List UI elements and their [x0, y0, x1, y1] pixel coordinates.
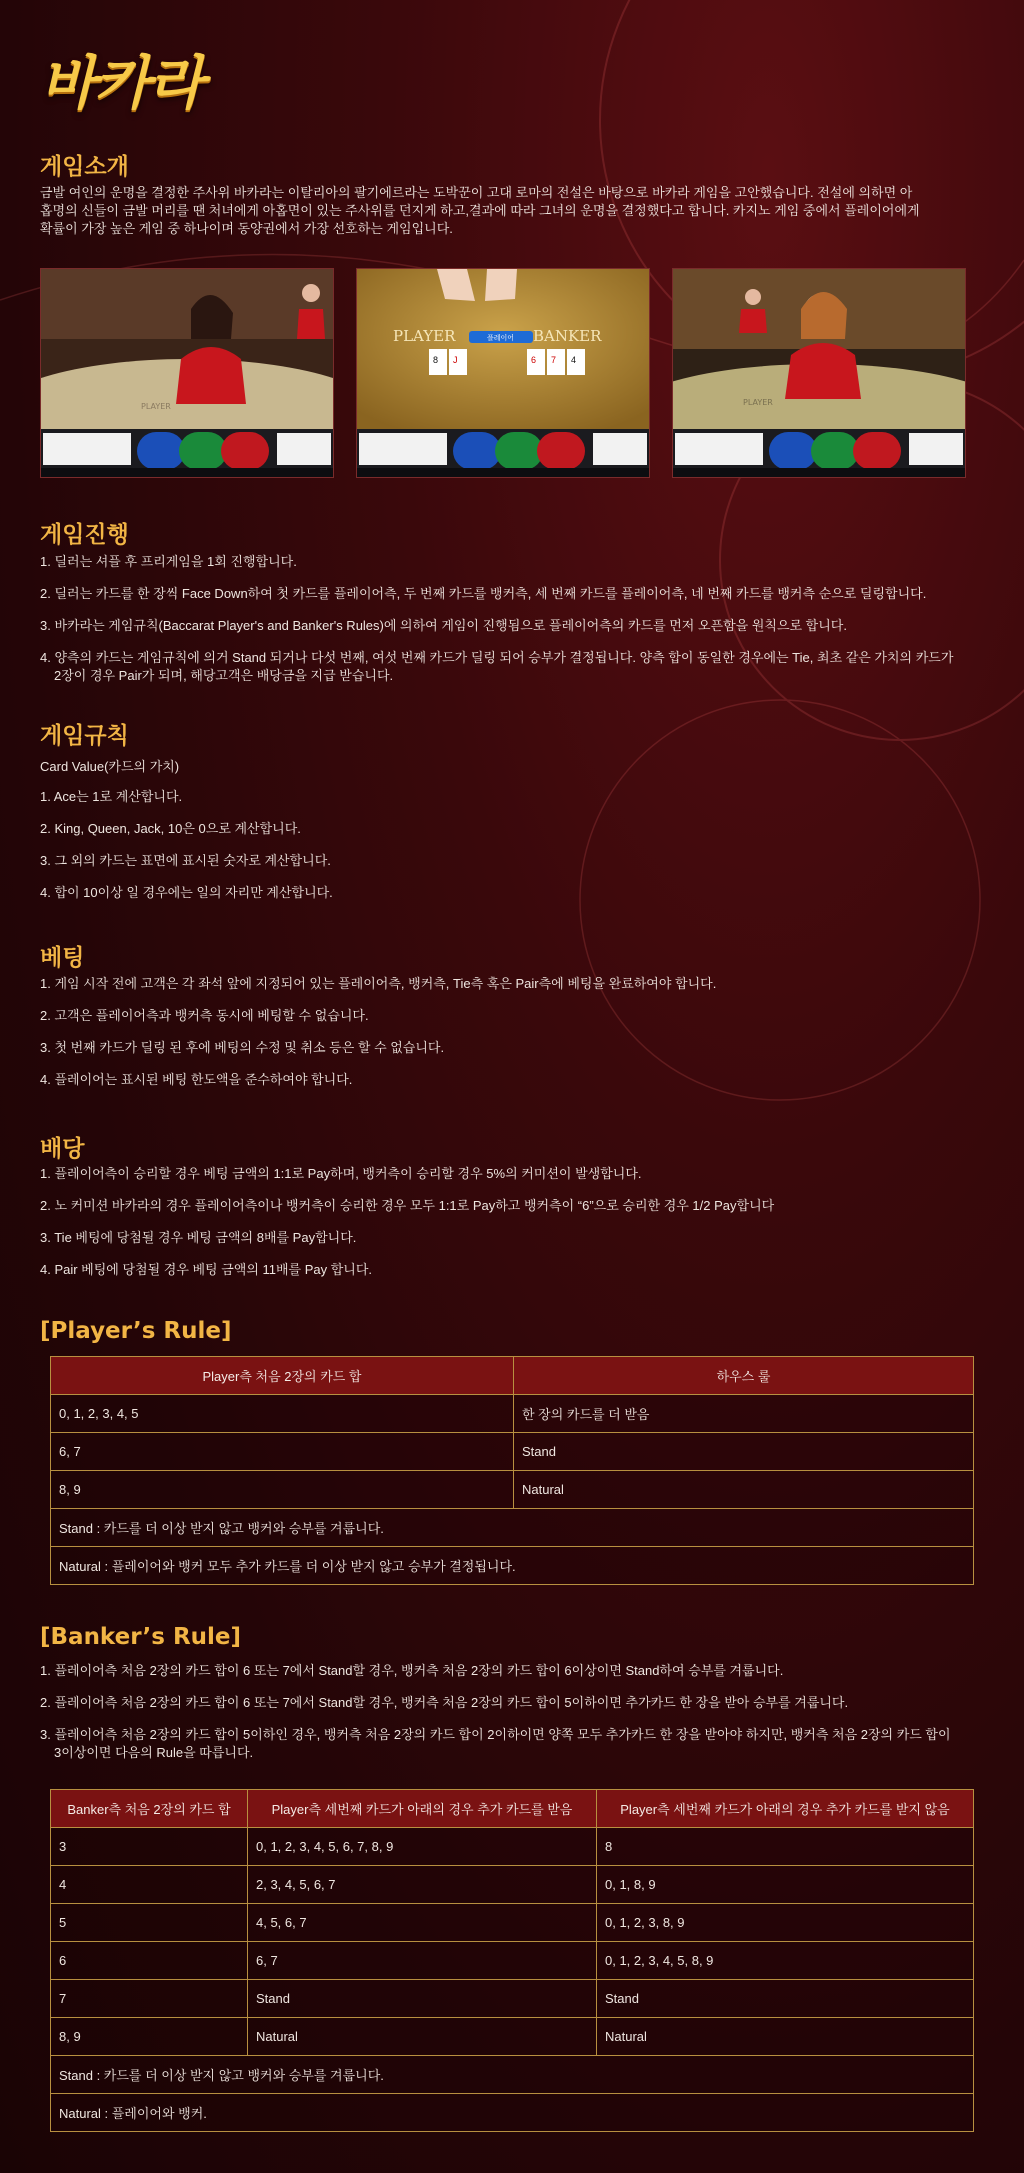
intro-text: 금발 여인의 운명을 결정한 주사위 바카라는 이탈리아의 팔기에르라는 도박꾼이 고대 로마의 전설은 바탕으로 바카라 게임을 고안했습니다. 전설에 의하면 아홉명의 신들이 금발 머리를 땐 처녀에게 아홉면이 있는 주사위를 던지게 하고,결과에 따라 그녀의 운명을 결정했다고 합니다. 카지노 게임 중에서 플레이어에게 확률이 가장 높은 게임 중 하나이며 동양권에서 가장 선호하는 게임입니다. [40, 185, 920, 236]
header-cell: Player측 처음 2장의 카드 합 [51, 1357, 514, 1395]
list-item: 4. 양측의 카드는 게임규칙에 의거 Stand 되거나 다섯 번째, 여섯 번째 카드가 딜링 되어 승부가 결정됩니다. 양측 합이 동일한 경우에는 Tie, 최초 같은 가치의 카드가 [40, 650, 954, 665]
svg-text:8: 8 [433, 355, 439, 365]
section-title-player-rule: [Player’s Rule] [40, 1318, 232, 1344]
banker-label: BANKER [533, 327, 602, 345]
list-item: 1. 딜러는 셔플 후 프리게임을 1회 진행합니다. [40, 554, 297, 569]
header-cell: Player측 세번째 카드가 아래의 경우 추가 카드를 받음 [248, 1790, 597, 1828]
table-note-row [51, 1509, 974, 1547]
table-note: Natural : 플레이어와 뱅커. [51, 2094, 974, 2132]
card-value-subtitle: Card Value(카드의 가치) [40, 759, 180, 774]
list-item: 3. Tie 베팅에 당첨될 경우 베팅 금액의 8배를 Pay합니다. [40, 1230, 357, 1245]
list-item: 3. 첫 번째 카드가 딜링 된 후에 베팅의 수정 및 취소 등은 할 수 없습니다. [40, 1040, 445, 1055]
section-title-betting: 베팅 [40, 945, 85, 971]
table-row [51, 2018, 974, 2056]
screenshot-cards [356, 268, 650, 478]
table-cell: 8, 9 [51, 2018, 248, 2056]
table-row [51, 1471, 974, 1509]
list-item: 2. 노 커미션 바카라의 경우 플레이어측이나 뱅커측이 승리한 경우 모두 1:1로 Pay하고 뱅커측이 “6”으로 승리한 경우 1/2 Pay합니다 [40, 1198, 775, 1213]
table-cell: 한 장의 카드를 더 받음 [514, 1395, 974, 1433]
list-item: 1. Ace는 1로 계산합니다. [40, 789, 183, 804]
table-note-row [51, 1547, 974, 1585]
list-item: 2. King, Queen, Jack, 10은 0으로 계산합니다. [40, 821, 301, 836]
table-cell: 8, 9 [51, 1471, 514, 1509]
table-row [51, 1866, 974, 1904]
table-note: Stand : 카드를 더 이상 받지 않고 뱅커와 승부를 겨룹니다. [51, 1509, 974, 1547]
list-item: 2. 플레이어측 처음 2장의 카드 합이 6 또는 7에서 Stand할 경우, 뱅커측 처음 2장의 카드 합이 5이하이면 추가카드 한 장을 받아 승부를 겨룹니다. [40, 1695, 849, 1710]
list-item: 4. 플레이어는 표시된 베팅 한도액을 준수하여야 합니다. [40, 1072, 353, 1087]
section-title-intro: 게임소개 [40, 154, 129, 180]
table-note: Natural : 플레이어와 뱅커 모두 추가 카드를 더 이상 받지 않고 승부가 결정됩니다. [51, 1547, 974, 1585]
table-cell: Stand [514, 1433, 974, 1471]
table-cell: 0, 1, 2, 3, 4, 5, 6, 7, 8, 9 [248, 1828, 597, 1866]
list-item: 4. 합이 10이상 일 경우에는 일의 자리만 계산합니다. [40, 885, 333, 900]
section-title-banker-rule: [Banker’s Rule] [40, 1624, 242, 1650]
table-cell: 4, 5, 6, 7 [248, 1904, 597, 1942]
banker-rule-list [40, 1662, 951, 1762]
player-label: PLAYER [393, 327, 456, 345]
list-item: 1. 플레이어측 처음 2장의 카드 합이 6 또는 7에서 Stand할 경우, 뱅커측 처음 2장의 카드 합이 6이상이면 Stand하여 승부를 겨룹니다. [40, 1663, 784, 1678]
svg-text:4: 4 [571, 355, 577, 365]
list-item: 3. 바카라는 게임규칙(Baccarat Player's and Banker's Rules)에 의하여 게임이 진행됨으로 플레이어측의 카드를 먼저 오픈함을 원칙으로 합니다. [40, 618, 847, 633]
header-cell: Player측 세번째 카드가 아래의 경우 추가 카드를 받지 않음 [597, 1790, 974, 1828]
header-cell: Banker측 처음 2장의 카드 합 [51, 1790, 248, 1828]
table-note-row [51, 2056, 974, 2094]
table-row [51, 1433, 974, 1471]
table-cell: 0, 1, 8, 9 [597, 1866, 974, 1904]
screenshot-dealer-1 [40, 268, 334, 478]
screenshot-dealer-2 [672, 268, 966, 478]
section-title-progress: 게임진행 [40, 522, 129, 548]
svg-text:7: 7 [551, 355, 557, 365]
table-cell: 8 [597, 1828, 974, 1866]
svg-text:PLAYER: PLAYER [743, 398, 773, 407]
table-cell: 6, 7 [51, 1433, 514, 1471]
table-cell: Stand [597, 1980, 974, 2018]
list-item: 1. 게임 시작 전에 고객은 각 좌석 앞에 지정되어 있는 플레이어측, 뱅커측, Tie측 혹은 Pair측에 베팅을 완료하여야 합니다. [40, 976, 717, 991]
table-cell: 7 [51, 1980, 248, 2018]
list-item: 3. 플레이어측 처음 2장의 카드 합이 5이하인 경우, 뱅커측 처음 2장의 카드 합이 2이하이면 양쪽 모두 추가카드 한 장을 받아야 하지만, 뱅커측 처음 2장의 카드 합이 [40, 1727, 951, 1742]
table-cell: Stand [248, 1980, 597, 2018]
game-screenshots [40, 268, 966, 476]
list-item: 2. 고객은 플레이어측과 뱅커측 동시에 베팅할 수 없습니다. [40, 1008, 369, 1023]
list-item: 4. Pair 베팅에 당첨될 경우 베팅 금액의 11배를 Pay 합니다. [40, 1262, 373, 1277]
betting-list [40, 975, 716, 1089]
table-header-row [51, 1357, 974, 1395]
table-row [51, 1980, 974, 2018]
table-cell: 0, 1, 2, 3, 4, 5 [51, 1395, 514, 1433]
svg-text:J: J [453, 355, 458, 365]
svg-text:6: 6 [531, 355, 537, 365]
rules-list [40, 788, 333, 902]
table-cell: 4 [51, 1866, 248, 1904]
list-item: 3이상이면 다음의 Rule을 따릅니다. [54, 1745, 254, 1760]
table-cell: Natural [248, 2018, 597, 2056]
banker-rule-table [50, 1789, 974, 2132]
list-item: 1. 플레이어측이 승리할 경우 베팅 금액의 1:1로 Pay하며, 뱅커측이 승리할 경우 5%의 커미션이 발생합니다. [40, 1166, 642, 1181]
table-row [51, 1395, 974, 1433]
svg-text:PLAYER: PLAYER [141, 402, 171, 411]
table-cell: 6 [51, 1942, 248, 1980]
progress-list [40, 553, 953, 685]
table-cell: 2, 3, 4, 5, 6, 7 [248, 1866, 597, 1904]
player-rule-table [50, 1356, 974, 1585]
table-note-row [51, 2094, 974, 2132]
section-title-rules: 게임규칙 [40, 723, 129, 749]
table-row [51, 1942, 974, 1980]
table-cell: 5 [51, 1904, 248, 1942]
list-item: 2장이 경우 Pair가 되며, 해당고객은 배당금을 지급 받습니다. [54, 668, 394, 683]
payout-list [40, 1165, 774, 1279]
list-item: 2. 딜러는 카드를 한 장씩 Face Down하여 첫 카드를 플레이어측, 두 번째 카드를 뱅커측, 세 번째 카드를 플레이어측, 네 번째 카드를 뱅커측 순으로 딜링합니다. [40, 586, 927, 601]
table-note: Stand : 카드를 더 이상 받지 않고 뱅커와 승부를 겨룹니다. [51, 2056, 974, 2094]
table-cell: 0, 1, 2, 3, 8, 9 [597, 1904, 974, 1942]
table-cell: 3 [51, 1828, 248, 1866]
table-cell: Natural [597, 2018, 974, 2056]
player-badge: 플레이어 [487, 334, 515, 342]
table-row [51, 1828, 974, 1866]
table-cell: 0, 1, 2, 3, 4, 5, 8, 9 [597, 1942, 974, 1980]
baccarat-logo: 바카라 [40, 49, 203, 117]
table-header-row [51, 1790, 974, 1828]
list-item: 3. 그 외의 카드는 표면에 표시된 숫자로 계산합니다. [40, 853, 331, 868]
table-row [51, 1904, 974, 1942]
section-title-payout: 배당 [40, 1136, 85, 1162]
table-cell: 6, 7 [248, 1942, 597, 1980]
header-cell: 하우스 룰 [514, 1357, 974, 1395]
table-cell: Natural [514, 1471, 974, 1509]
